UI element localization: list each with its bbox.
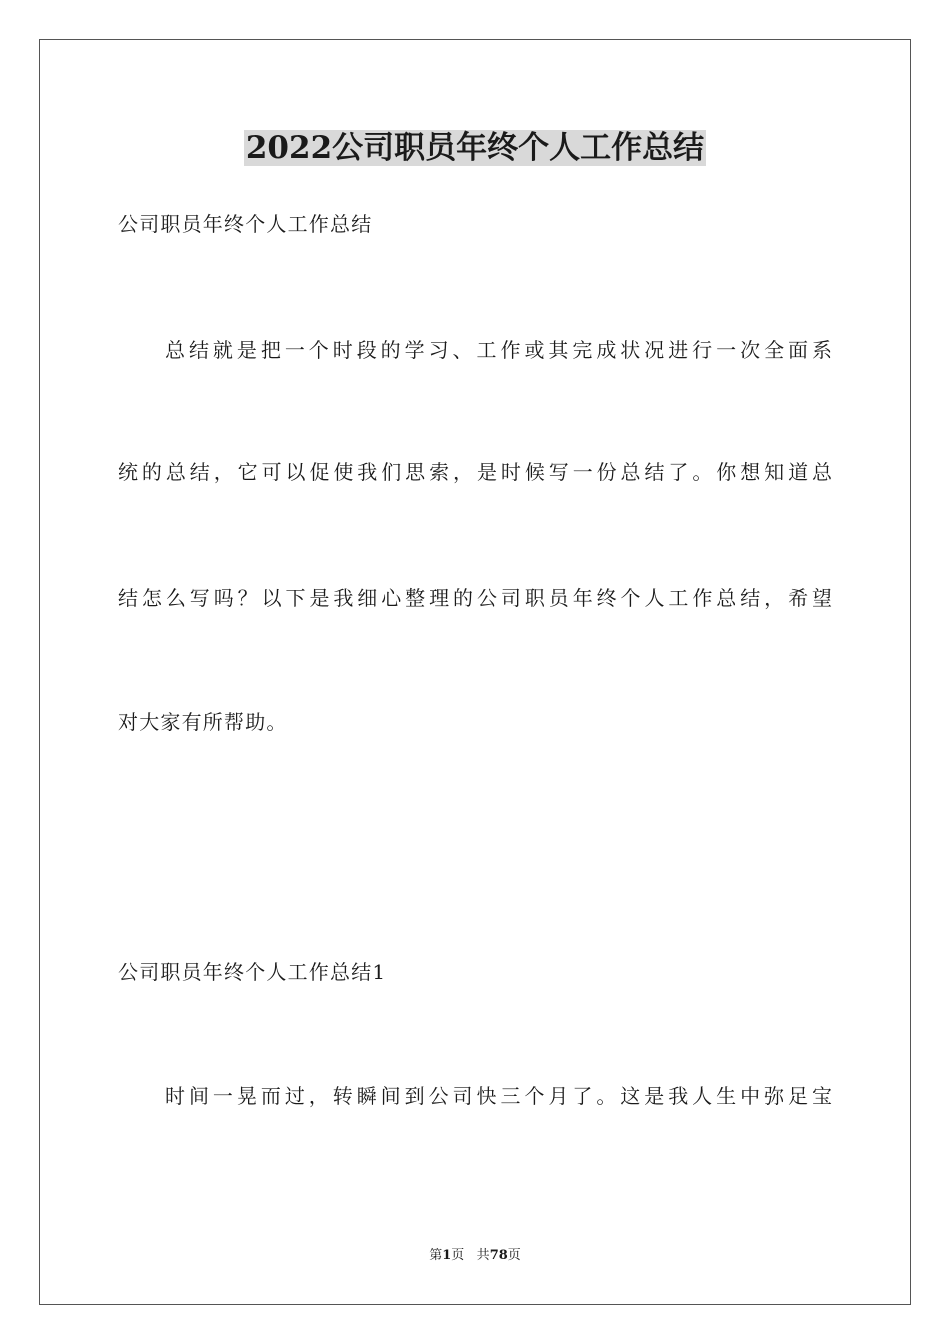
intro-line-4: 对大家有所帮助。 [118,710,288,734]
footer-page-number: 1 [442,1248,452,1263]
section-heading: 公司职员年终个人工作总结1 [118,960,387,984]
footer-total-prefix: 共 [476,1248,490,1263]
document-title [0,128,950,168]
document-subtitle: 公司职员年终个人工作总结 [118,212,373,236]
footer-page-prefix: 第 [429,1248,443,1263]
footer-total-pages: 78 [489,1248,508,1263]
footer-page-suffix: 页 [451,1248,465,1263]
intro-line-3: 结怎么写吗？以下是我细心整理的公司职员年终个人工作总结，希望 [118,586,832,610]
document-title-text: 2022公司职员年终个人工作总结 [245,130,705,166]
intro-line-1: 总结就是把一个时段的学习、工作或其完成状况进行一次全面系 [165,338,832,362]
intro-line-2: 统的总结，它可以促使我们思索，是时候写一份总结了。你想知道总 [118,460,832,484]
section-line-1: 时间一晃而过，转瞬间到公司快三个月了。这是我人生中弥足宝 [165,1084,832,1108]
footer-total-suffix: 页 [507,1248,521,1263]
page-footer [0,1247,950,1265]
